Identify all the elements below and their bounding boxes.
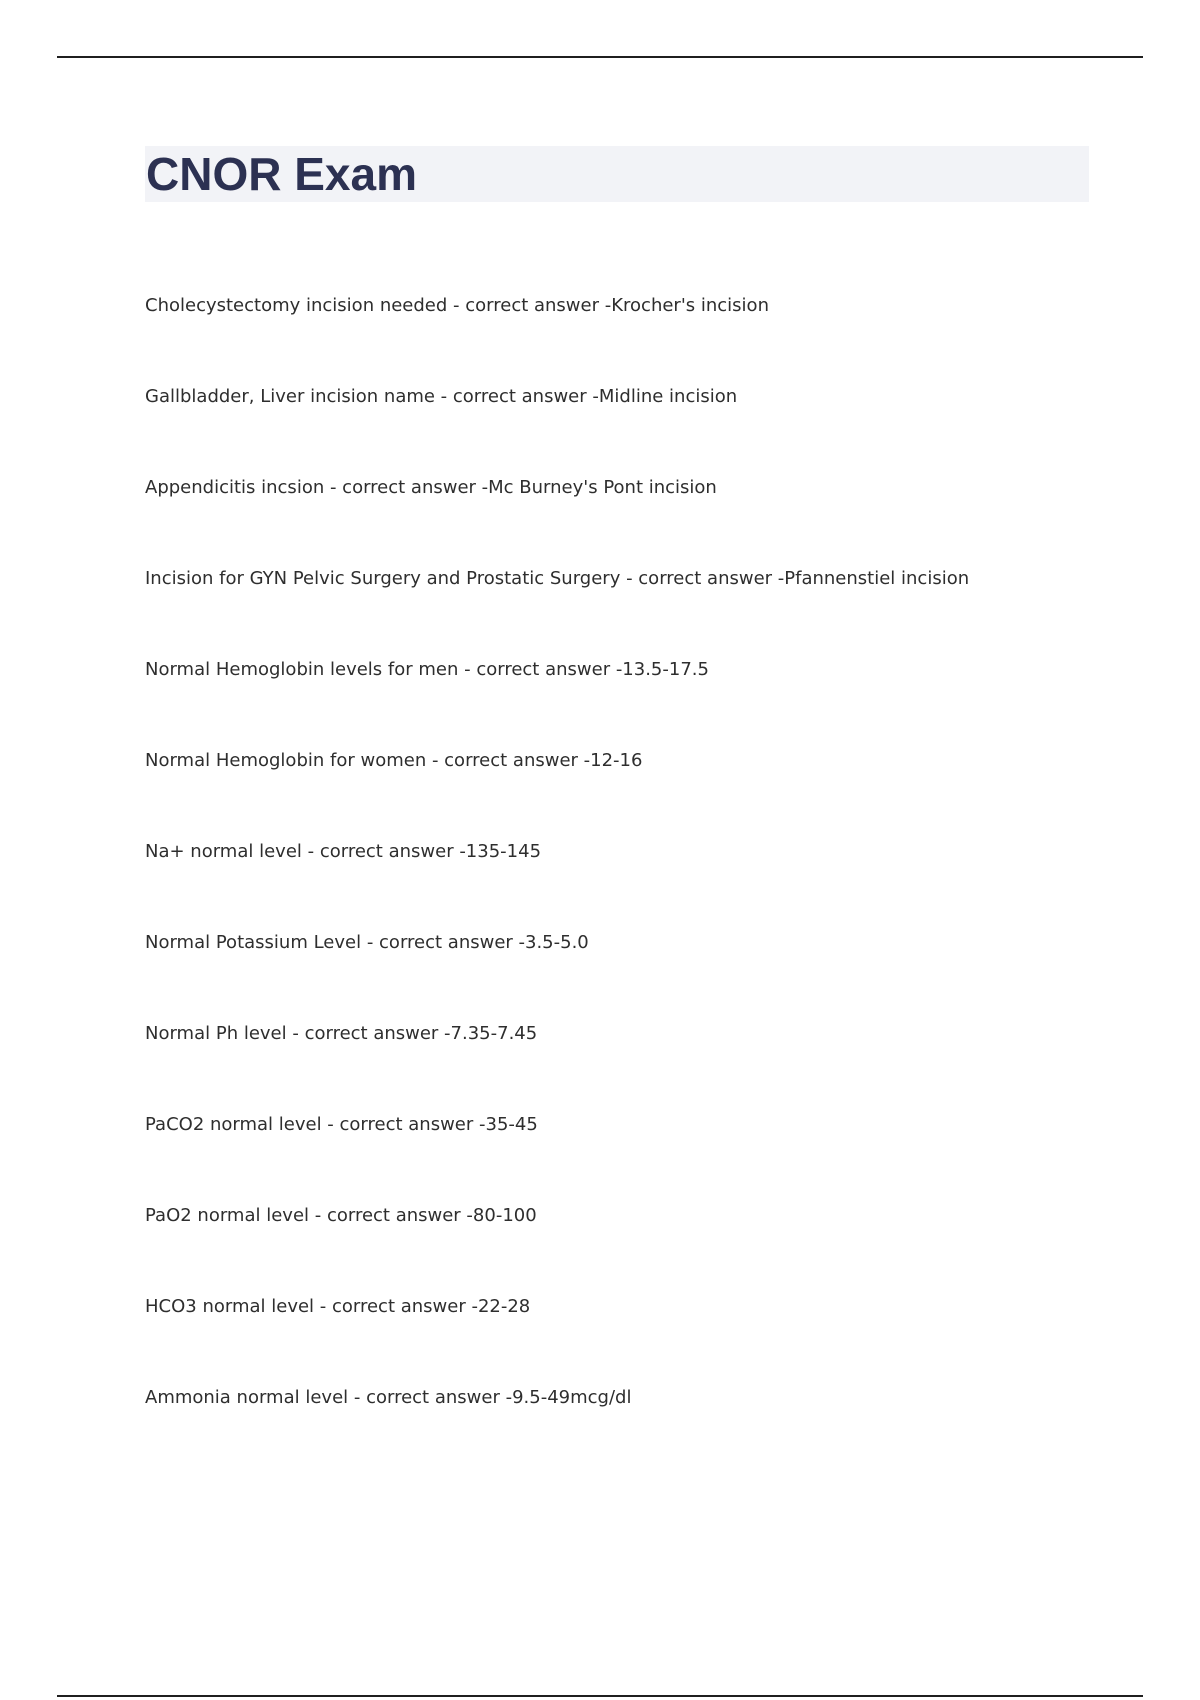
qa-item: Appendicitis incsion - correct answer -Mc Burney's Pont incision [145, 477, 717, 498]
qa-item: Normal Ph level - correct answer -7.35-7.45 [145, 1023, 538, 1044]
qa-item: Na+ normal level - correct answer -135-145 [145, 841, 542, 862]
qa-item: PaO2 normal level - correct answer -80-100 [145, 1205, 537, 1226]
qa-item: Incision for GYN Pelvic Surgery and Prostatic Surgery - correct answer -Pfannenstiel incision [145, 568, 970, 589]
qa-item: Normal Potassium Level - correct answer -3.5-5.0 [145, 932, 589, 953]
qa-item: Cholecystectomy incision needed - correct answer -Krocher's incision [145, 295, 769, 316]
qa-item: PaCO2 normal level - correct answer -35-45 [145, 1114, 538, 1135]
footer-divider [57, 1695, 1143, 1697]
qa-item: Gallbladder, Liver incision name - correct answer -Midline incision [145, 386, 738, 407]
qa-list [145, 291, 1105, 1474]
qa-item: Ammonia normal level - correct answer -9.5-49mcg/dl [145, 1387, 632, 1408]
page-title: CNOR Exam [146, 148, 417, 200]
header-divider [57, 56, 1143, 58]
qa-item: Normal Hemoglobin for women - correct answer -12-16 [145, 750, 643, 771]
qa-item: Normal Hemoglobin levels for men - correct answer -13.5-17.5 [145, 659, 709, 680]
qa-item: HCO3 normal level - correct answer -22-28 [145, 1296, 531, 1317]
